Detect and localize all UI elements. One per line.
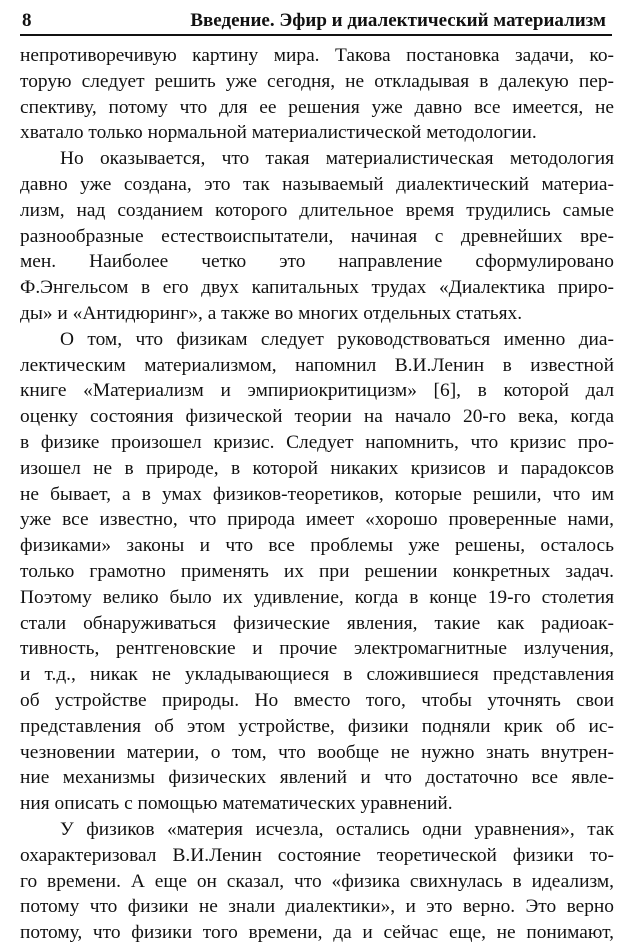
- text-line: об устройстве природы. Но вместо того, чтобы уточнять свои: [20, 689, 614, 711]
- text-line: охарактеризовал В.И.Ленин состояние теоретической физики то-: [20, 844, 614, 866]
- body-text: [20, 43, 614, 946]
- text-line: потому, что физики того времени, да и сейчас еще, не понимают,: [20, 922, 614, 944]
- text-line: разнообразные естествоиспытатели, начиная с древнейших вре-: [20, 225, 614, 247]
- running-title: Введение. Эфир и диалектический материализм: [190, 10, 606, 31]
- text-line: книге «Материализм и эмпириокритицизм» [6], в которой дал: [20, 380, 614, 402]
- paragraph: [20, 146, 614, 327]
- text-line: физиками» законы и что все проблемы уже решены, осталось: [20, 535, 614, 557]
- text-line: лектическим материализмом, напомнил В.И.Ленин в известной: [20, 354, 614, 376]
- text-line: лизм, над созданием которого длительное время трудились самые: [20, 199, 614, 221]
- text-line: спективу, потому что для ее решения уже давно все имеется, не: [20, 96, 614, 118]
- text-line: мен. Наиболее четко это направление сформулировано: [20, 251, 614, 273]
- text-line: ния описать с помощью математических уравнений.: [20, 793, 453, 815]
- text-line: ды» и «Антидюринг», а также во многих отдельных статьях.: [20, 302, 523, 324]
- paragraph: [20, 817, 614, 946]
- paragraph: [20, 43, 614, 146]
- page-number: 8: [22, 10, 32, 31]
- text-line: давно уже создана, это так называемый диалектический материа-: [20, 173, 614, 195]
- text-line: непротиворечивую картину мира. Такова постановка задачи, ко-: [20, 45, 614, 66]
- text-line: уже все известно, что природа имеет «хорошо проверенные нами,: [20, 509, 614, 531]
- text-line: О том, что физикам следует руководствоваться именно диа-: [60, 328, 614, 350]
- text-line: Поэтому велико было их удивление, когда в конце 19-го столетия: [20, 586, 614, 608]
- text-line: и т.д., никак не укладывающиеся в сложившиеся представления: [20, 664, 614, 686]
- text-line: оценку состояния физической теории на начало 20-го века, когда: [20, 406, 614, 428]
- text-line: Но оказывается, что такая материалистическая методология: [60, 148, 614, 170]
- text-line: представления об этом устройстве, физики подняли крик об ис-: [20, 715, 614, 737]
- text-line: го времени. А еще он сказал, что «физика свихнулась в идеализм,: [20, 870, 614, 892]
- text-line: стали обнаруживаться физические явления, такие как радиоак-: [20, 612, 614, 634]
- text-line: хватало только нормальной материалистической методологии.: [20, 122, 537, 144]
- text-line: в физике произошел кризис. Следует напомнить, что кризис про-: [20, 431, 614, 453]
- text-line: чезновении материи, о том, что вообще не нужно знать внутрен-: [20, 741, 614, 763]
- paragraph: [20, 327, 614, 817]
- text-line: только грамотно применять их при решении конкретных задач.: [20, 560, 614, 582]
- text-line: потому что физики не знали диалектики», и это верно. Это верно: [20, 896, 614, 918]
- text-line: торую следует решить уже сегодня, не откладывая в далекую пер-: [20, 70, 614, 92]
- text-line: не бывает, а в умах физиков-теоретиков, которые решили, что им: [20, 483, 614, 505]
- running-header: [20, 8, 612, 36]
- text-line: Ф.Энгельсом в его двух капитальных трудах «Диалектика приро-: [20, 277, 614, 299]
- text-line: У физиков «материя исчезла, остались одни уравнения», так: [60, 818, 614, 840]
- text-line: изошел не в природе, в которой никаких кризисов и парадоксов: [20, 457, 614, 479]
- text-line: тивность, рентгеновские и прочие электромагнитные излучения,: [20, 638, 614, 660]
- text-line: ние механизмы физических явлений и что достаточно все явле-: [20, 767, 614, 789]
